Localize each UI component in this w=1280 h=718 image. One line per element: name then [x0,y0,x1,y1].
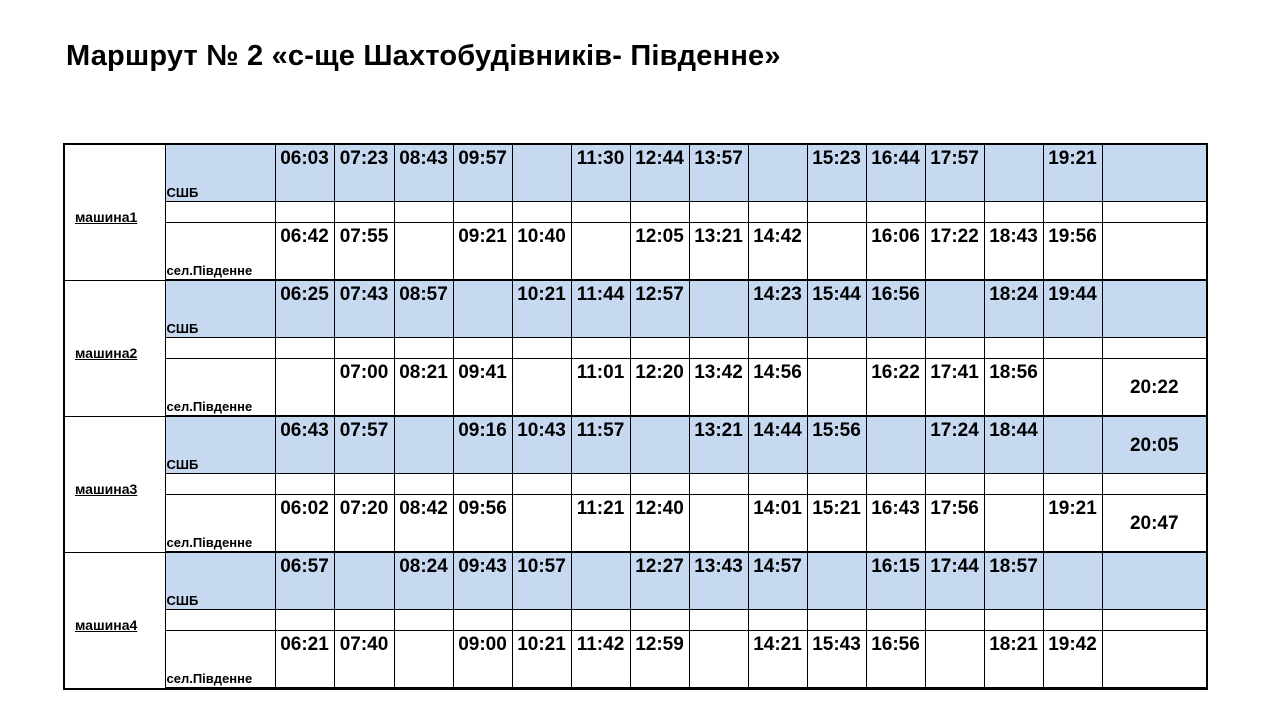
stop-label: сел.Південне [165,495,275,552]
departure-time-cell: 14:56 [748,359,807,416]
departure-time-cell: 12:27 [630,553,689,610]
departure-time-cell [275,359,334,416]
empty-cell [1102,338,1207,359]
empty-cell [925,688,984,690]
departure-time-cell [1102,144,1207,202]
departure-time-cell [512,495,571,552]
departure-time-cell: 10:57 [512,553,571,610]
departure-time-cell: 08:42 [394,495,453,552]
departure-time-cell: 19:42 [1043,631,1102,688]
departure-time-cell: 07:57 [334,417,394,474]
empty-cell [165,474,275,495]
empty-cell [807,338,866,359]
empty-cell [1043,688,1102,690]
spacer-row [64,688,1207,690]
departure-time-cell: 18:24 [984,281,1043,338]
departure-time-cell: 13:43 [689,553,748,610]
departure-time-cell [748,144,807,202]
empty-cell [748,202,807,223]
empty-cell [866,202,925,223]
machine-label: машина1 [64,144,165,281]
departure-time-cell: 14:57 [748,553,807,610]
empty-cell [630,474,689,495]
empty-cell [571,688,630,690]
empty-cell [334,202,394,223]
empty-cell [689,338,748,359]
empty-cell [165,202,275,223]
departure-time-cell: 18:21 [984,631,1043,688]
departure-time-cell: 09:41 [453,359,512,416]
departure-time-cell: 06:21 [275,631,334,688]
departure-time-cell: 11:44 [571,281,630,338]
departure-time-cell: 06:02 [275,495,334,552]
table-row [64,281,1207,338]
departure-time-cell: 14:44 [748,417,807,474]
departure-time-cell [512,359,571,416]
departure-time-cell: 12:44 [630,144,689,202]
empty-cell [512,688,571,690]
empty-cell [512,202,571,223]
departure-time-cell: 19:21 [1043,495,1102,552]
departure-time-cell: 13:42 [689,359,748,416]
departure-time-cell: 10:21 [512,631,571,688]
departure-time-cell [1102,281,1207,338]
departure-time-cell: 09:16 [453,417,512,474]
departure-time-cell: 07:23 [334,144,394,202]
schedule-table [63,143,1208,690]
departure-time-cell: 09:00 [453,631,512,688]
departure-time-cell: 17:44 [925,553,984,610]
departure-time-cell: 19:56 [1043,223,1102,280]
page-title: Маршрут № 2 «с-ще Шахтобудівників- Південне» [66,40,781,72]
empty-cell [275,688,334,690]
empty-cell [807,688,866,690]
departure-time-cell: 07:43 [334,281,394,338]
departure-time-cell: 11:57 [571,417,630,474]
departure-time-cell: 19:21 [1043,144,1102,202]
stop-label: сел.Південне [165,223,275,280]
departure-time-cell: 16:22 [866,359,925,416]
empty-cell [807,610,866,631]
empty-cell [512,338,571,359]
departure-time-cell: 15:21 [807,495,866,552]
departure-time-cell: 14:42 [748,223,807,280]
empty-cell [275,202,334,223]
departure-time-cell: 07:55 [334,223,394,280]
departure-time-cell: 10:21 [512,281,571,338]
empty-cell [630,338,689,359]
departure-time-cell: 18:44 [984,417,1043,474]
departure-time-cell [394,631,453,688]
empty-cell [275,338,334,359]
departure-time-cell: 11:42 [571,631,630,688]
departure-time-cell [1102,631,1207,688]
spacer-row [64,202,1207,223]
stop-label: СШБ [165,553,275,610]
departure-time-cell: 16:43 [866,495,925,552]
departure-time-cell: 11:01 [571,359,630,416]
departure-time-cell: 08:43 [394,144,453,202]
departure-time-cell: 12:57 [630,281,689,338]
empty-cell [984,474,1043,495]
empty-cell [866,610,925,631]
empty-cell [1043,338,1102,359]
departure-time-cell [571,553,630,610]
departure-time-cell [334,553,394,610]
departure-time-cell: 10:43 [512,417,571,474]
departure-time-cell: 17:57 [925,144,984,202]
empty-cell [1102,610,1207,631]
departure-time-cell: 17:24 [925,417,984,474]
departure-time-cell [394,417,453,474]
empty-cell [1043,474,1102,495]
empty-cell [1102,202,1207,223]
empty-cell [394,610,453,631]
departure-time-cell: 12:20 [630,359,689,416]
spacer-row [64,610,1207,631]
empty-cell [512,610,571,631]
departure-time-cell [866,417,925,474]
machine-label: машина4 [64,553,165,690]
departure-time-cell: 09:21 [453,223,512,280]
departure-time-cell [807,553,866,610]
empty-cell [984,610,1043,631]
stop-label: СШБ [165,417,275,474]
departure-time-cell: 06:42 [275,223,334,280]
empty-cell [748,610,807,631]
empty-cell [630,610,689,631]
stop-label: сел.Південне [165,631,275,688]
empty-cell [925,610,984,631]
empty-cell [1043,202,1102,223]
departure-time-cell: 09:57 [453,144,512,202]
departure-time-cell: 08:21 [394,359,453,416]
departure-time-cell: 15:56 [807,417,866,474]
departure-time-cell: 15:43 [807,631,866,688]
departure-time-cell: 20:05 [1102,417,1207,474]
departure-time-cell [1102,553,1207,610]
departure-time-cell [1043,417,1102,474]
empty-cell [334,338,394,359]
departure-time-cell: 20:22 [1102,359,1207,416]
departure-time-cell [1102,223,1207,280]
departure-time-cell [1043,553,1102,610]
departure-time-cell: 13:21 [689,417,748,474]
empty-cell [165,688,275,690]
departure-time-cell: 06:03 [275,144,334,202]
departure-time-cell: 14:23 [748,281,807,338]
table-row [64,144,1207,202]
departure-time-cell: 18:57 [984,553,1043,610]
empty-cell [630,202,689,223]
empty-cell [984,338,1043,359]
empty-cell [866,338,925,359]
empty-cell [571,202,630,223]
departure-time-cell [925,631,984,688]
departure-time-cell: 06:43 [275,417,334,474]
empty-cell [748,474,807,495]
empty-cell [748,688,807,690]
departure-time-cell: 06:25 [275,281,334,338]
empty-cell [807,474,866,495]
table-row [64,553,1207,610]
empty-cell [925,202,984,223]
departure-time-cell: 12:40 [630,495,689,552]
stop-label: СШБ [165,281,275,338]
empty-cell [512,474,571,495]
departure-time-cell: 07:00 [334,359,394,416]
departure-time-cell: 15:44 [807,281,866,338]
empty-cell [984,688,1043,690]
empty-cell [334,610,394,631]
empty-cell [689,474,748,495]
departure-time-cell: 13:57 [689,144,748,202]
departure-time-cell: 17:41 [925,359,984,416]
empty-cell [630,688,689,690]
departure-time-cell: 08:24 [394,553,453,610]
departure-time-cell: 20:47 [1102,495,1207,552]
departure-time-cell: 13:21 [689,223,748,280]
empty-cell [1102,474,1207,495]
departure-time-cell: 09:56 [453,495,512,552]
empty-cell [571,474,630,495]
departure-time-cell: 10:40 [512,223,571,280]
departure-time-cell [1043,359,1102,416]
empty-cell [334,688,394,690]
empty-cell [453,338,512,359]
departure-time-cell: 14:21 [748,631,807,688]
table-row [64,495,1207,552]
departure-time-cell [925,281,984,338]
departure-time-cell [453,281,512,338]
departure-time-cell [807,223,866,280]
departure-time-cell: 16:56 [866,281,925,338]
empty-cell [689,688,748,690]
empty-cell [394,688,453,690]
empty-cell [689,610,748,631]
empty-cell [1043,610,1102,631]
departure-time-cell: 16:56 [866,631,925,688]
empty-cell [689,202,748,223]
departure-time-cell [630,417,689,474]
empty-cell [748,338,807,359]
departure-time-cell [807,359,866,416]
empty-cell [453,688,512,690]
empty-cell [571,610,630,631]
departure-time-cell: 16:06 [866,223,925,280]
departure-time-cell: 08:57 [394,281,453,338]
machine-label: машина3 [64,417,165,553]
departure-time-cell [984,144,1043,202]
empty-cell [453,474,512,495]
departure-time-cell [571,223,630,280]
departure-time-cell: 12:59 [630,631,689,688]
empty-cell [275,474,334,495]
departure-time-cell: 18:56 [984,359,1043,416]
spacer-row [64,338,1207,359]
table-row [64,631,1207,688]
departure-time-cell: 06:57 [275,553,334,610]
empty-cell [394,474,453,495]
departure-time-cell: 16:44 [866,144,925,202]
departure-time-cell: 18:43 [984,223,1043,280]
departure-time-cell: 11:21 [571,495,630,552]
departure-time-cell: 19:44 [1043,281,1102,338]
departure-time-cell [689,281,748,338]
empty-cell [275,610,334,631]
empty-cell [925,338,984,359]
departure-time-cell: 17:22 [925,223,984,280]
empty-cell [165,338,275,359]
empty-cell [334,474,394,495]
empty-cell [165,610,275,631]
table-row [64,359,1207,416]
spacer-row [64,474,1207,495]
departure-time-cell: 09:43 [453,553,512,610]
empty-cell [807,202,866,223]
departure-time-cell [984,495,1043,552]
departure-time-cell: 14:01 [748,495,807,552]
departure-time-cell: 16:15 [866,553,925,610]
empty-cell [453,610,512,631]
departure-time-cell: 15:23 [807,144,866,202]
departure-time-cell [689,631,748,688]
departure-time-cell [512,144,571,202]
departure-time-cell: 07:20 [334,495,394,552]
stop-label: сел.Південне [165,359,275,416]
empty-cell [984,202,1043,223]
departure-time-cell: 07:40 [334,631,394,688]
empty-cell [866,474,925,495]
departure-time-cell: 11:30 [571,144,630,202]
departure-time-cell: 12:05 [630,223,689,280]
empty-cell [394,202,453,223]
table-row [64,223,1207,280]
empty-cell [1102,688,1207,690]
departure-time-cell: 17:56 [925,495,984,552]
empty-cell [571,338,630,359]
empty-cell [453,202,512,223]
table-row [64,417,1207,474]
stop-label: СШБ [165,144,275,202]
departure-time-cell [689,495,748,552]
departure-time-cell [394,223,453,280]
empty-cell [394,338,453,359]
empty-cell [925,474,984,495]
machine-label: машина2 [64,281,165,417]
empty-cell [866,688,925,690]
